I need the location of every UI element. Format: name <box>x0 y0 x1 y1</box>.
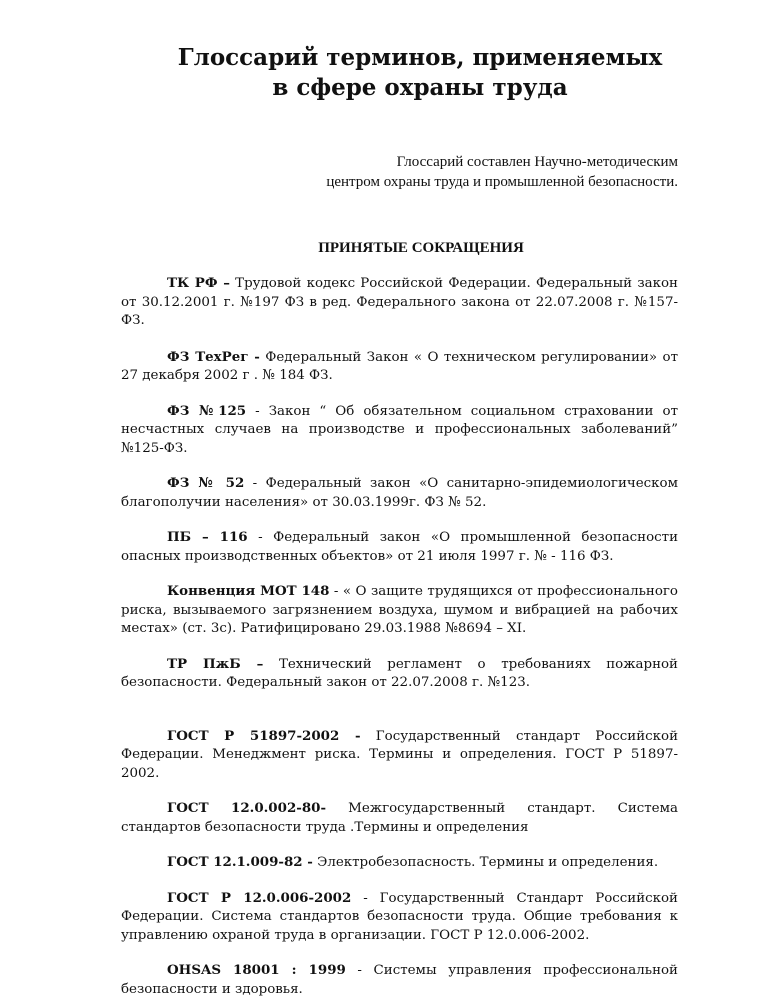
abbreviation-term: OHSAS 18001 : 1999 <box>167 962 346 978</box>
abbreviation-entry <box>121 961 678 999</box>
abbreviation-text: Государственный стандарт Российской Федерации. Менеджмент риска. Термины и определения. ГОСТ Р 51897-2002. <box>121 728 679 781</box>
document-title <box>0 43 768 103</box>
abbreviation-term: ГОСТ 12.0.002-80- <box>167 800 327 816</box>
abbreviation-term: ТР ПжБ – <box>167 655 264 672</box>
abbreviation-term: ГОСТ Р 12.0.006-2002 <box>167 889 352 906</box>
abbreviation-text: Межгосударственный стандарт. Система стандартов безопасности труда .Термины и определения <box>121 801 678 835</box>
abbreviation-text: Технический регламент о требованиях пожарной безопасности. Федеральный закон от 22.07.2008 г. №123. <box>121 656 678 690</box>
abbreviation-text: - Закон “ Об обязательном социальном страховании от несчастных случаев на производстве и профессиональных заболеваний” №125-ФЗ. <box>121 403 678 456</box>
abbreviation-term: ФЗ ТехРег - <box>167 348 260 365</box>
abbreviation-text: Электробезопасность. Термины и определения. <box>312 855 659 870</box>
compiler-line-2: центром охраны труда и промышленной безопасности. <box>326 174 678 190</box>
abbreviation-term: ГОСТ 12.1.009-82 - <box>167 854 313 870</box>
abbreviation-entry <box>121 274 678 331</box>
abbreviation-text: - Системы управления профессиональной безопасности и здоровья. <box>121 963 678 997</box>
abbreviation-text: Федеральный Закон « О техническом регулировании» от 27 декабря 2002 г . № 184 ФЗ. <box>121 349 678 383</box>
section-heading: ПРИНЯТЫЕ СОКРАЩЕНИЯ <box>318 240 524 256</box>
abbreviation-entry <box>121 582 678 639</box>
abbreviation-text: - Государственный Стандарт Российской Федерации. Система стандартов безопасности труда. Общие требования к управлению охраной труда в организации. ГОСТ Р 12.0.006-2002. <box>121 890 678 943</box>
abbreviation-entry <box>121 799 678 837</box>
abbreviation-term: ФЗ №125 <box>167 402 247 419</box>
abbreviation-term: ПБ – 116 <box>167 529 248 545</box>
title-line-2: в сфере охраны труда <box>272 74 568 101</box>
abbreviation-entry <box>121 348 678 386</box>
compiler-line-1: Глоссарий составлен Научно-методическим <box>396 154 678 170</box>
abbreviation-text: - Федеральный закон «О промышленной безопасности опасных производственных объектов» от 21 июля 1997 г. № - 116 ФЗ. <box>121 530 678 564</box>
compiler-note <box>326 152 678 192</box>
abbreviation-term: Конвенция МОТ 148 <box>167 583 330 599</box>
abbreviation-entry <box>121 474 678 512</box>
abbreviation-entry <box>121 655 678 693</box>
abbreviation-entry <box>121 889 678 946</box>
abbreviation-entry <box>121 528 678 566</box>
abbreviation-text: - Федеральный закон «О санитарно-эпидемиологическом благополучии населения» от 30.03.1999г. ФЗ № 52. <box>121 476 678 510</box>
abbreviation-text: - « О защите трудящихся от профессионального риска, вызываемого загрязнением воздуха, шумом и вибрацией на рабочих местах» (ст. 3с). Ратифицировано 29.03.1988 №8694 – XI. <box>121 584 678 636</box>
abbreviation-entry <box>121 727 678 784</box>
abbreviation-term: ГОСТ Р 51897-2002 - <box>167 727 361 744</box>
abbreviation-term: ФЗ № 52 <box>167 475 245 491</box>
title-line-1: Глоссарий терминов, применяемых <box>177 44 663 71</box>
abbreviation-text: Трудовой кодекс Российской Федерации. Федеральный закон от 30.12.2001 г. №197 ФЗ в ред. Федерального закона от 22.07.2008 г. №157-ФЗ. <box>121 276 678 328</box>
abbreviation-term: ТК РФ – <box>167 275 230 291</box>
abbreviation-entry <box>121 853 678 873</box>
abbreviation-entry <box>121 402 678 459</box>
abbreviation-list <box>121 274 678 999</box>
